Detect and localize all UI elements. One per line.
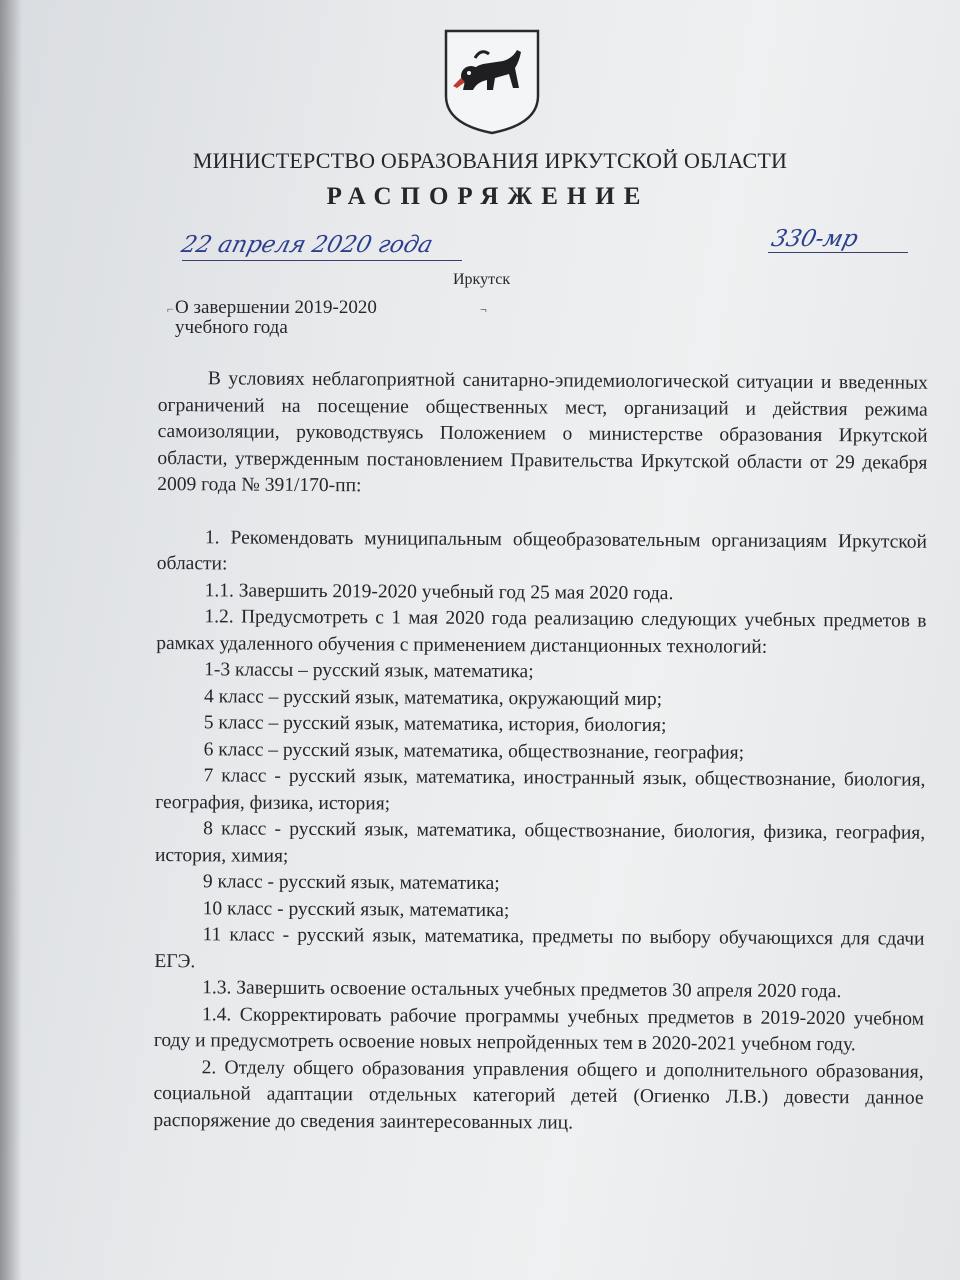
subject-line-1: О завершении 2019-2020 [175,297,377,318]
grade-line: 4 класс – русский язык, математика, окружающий мир; [203,685,663,710]
number-underline [768,252,908,253]
preamble-paragraph: В условиях неблагоприятной санитарно-эпидемиологической ситуации и введенных ограничений на посещение общественных мест, организаций и действия режима самоизоляции, руководствуясь Положением о министерстве образования Иркутской области, утвержденным постановлением Правительства Иркутской области от 29 декабря 2009 года № 391/170-пп: [157,368,928,497]
document-body [153,366,928,1139]
grade-line: 7 класс - русский язык, математика, иностранный язык, обществознание, биология, география, физика, история; [155,765,926,814]
item-1-2: 1.2. Предусмотреть с 1 мая 2020 года реализацию следующих учебных предметов в рамках удаленного обучения с применением дистанционных технологий: [156,606,927,658]
item-1-4: 1.4. Скорректировать рабочие программы учебных предметов в 2019-2020 учебном году и предусмотреть освоение новых непройденных тем в 2020-2021 учебном году. [153,1003,925,1056]
grade-line: 9 класс - русский язык, математика; [202,871,500,895]
grade-line: 8 класс - русский язык, математика, обществознание, биология, физика, география, история, химия; [154,818,926,867]
city-label: Иркутск [453,271,511,288]
item-1: 1. Рекомендовать муниципальным общеобразовательным организациям Иркутской области: [156,526,928,575]
grade-line: 6 класс – русский язык, математика, обществознание, география; [203,738,745,764]
grade-line: 5 класс – русский язык, математика, история, биология; [203,712,667,737]
document-type-title: РАСПОРЯЖЕНИЕ [326,183,650,210]
coat-of-arms-icon [443,28,541,136]
item-1-1: 1.1. Завершить 2019-2020 учебный год 25 мая 2020 года. [204,579,674,604]
ministry-name: МИНИСТЕРСТВО ОБРАЗОВАНИЯ ИРКУТСКОЙ ОБЛАСТИ [192,148,788,173]
subject-corner-right: ¬ [480,302,487,316]
grade-line: 10 класс - русский язык, математика; [202,897,510,921]
grade-line: 1-3 классы – русский язык, математика; [204,659,534,683]
handwritten-number: 330-мр [768,226,861,252]
grade-line: 11 класс - русский язык, математика, предметы по выбору обучающихся для сдачи ЕГЭ. [154,924,925,972]
document-subject [175,298,377,338]
item-1-3: 1.3. Завершить освоение остальных учебных предметов 30 апреля 2020 года. [202,977,842,1003]
handwritten-date: 22 апреля 2020 года [178,232,436,258]
subject-corner-left: ⌐ [167,302,174,316]
item-2: 2. Отделу общего образования управления общего и дополнительного образования, социальной адаптации отдельных категорий детей (Огиенко Л.В.) довести данное распоряжение до сведения заинтересованных лиц. [153,1056,924,1134]
subject-line-2: учебного года [175,317,288,338]
date-underline [182,260,462,261]
